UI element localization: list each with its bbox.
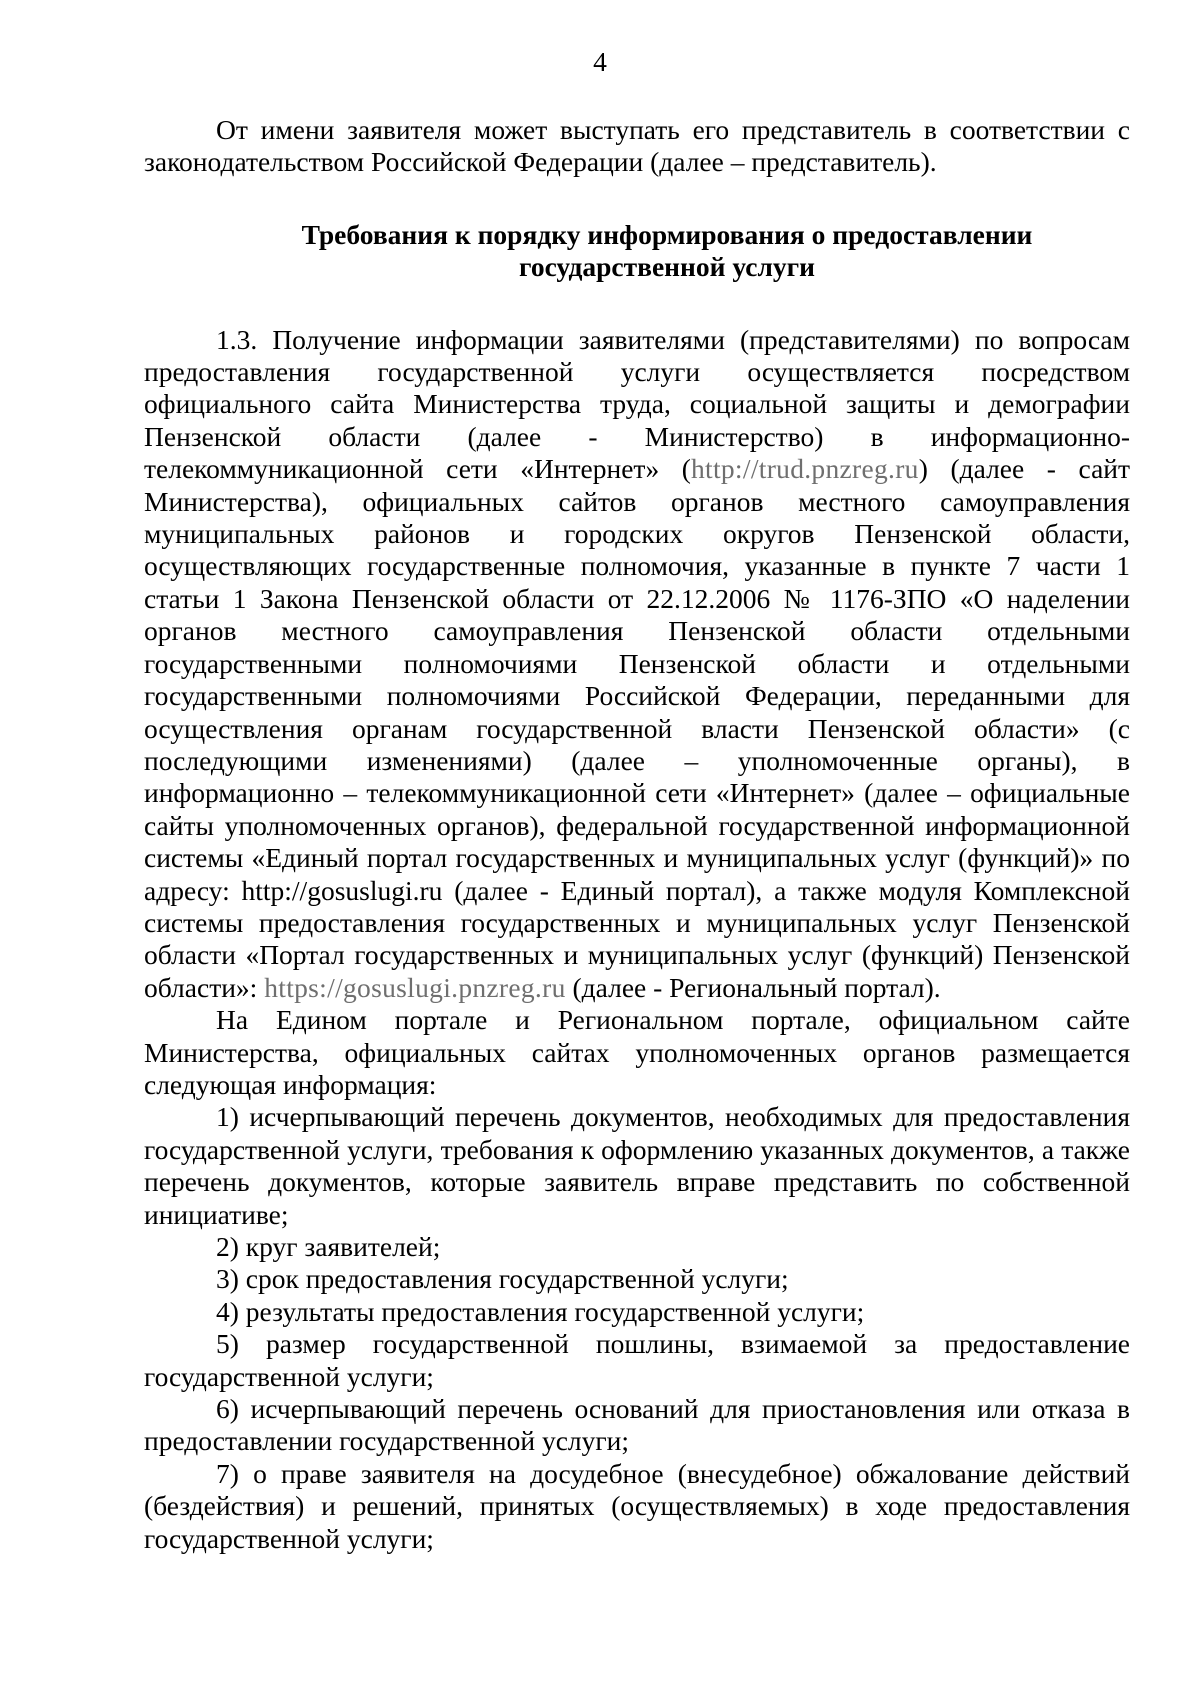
list-item: 5) размер государственной пошлины, взимаемой за предоставление государственной услуги;	[144, 1328, 1130, 1392]
intro-paragraph: От имени заявителя может выступать его представитель в соответствии с законодательством Российской Федерации (далее – представитель).	[144, 114, 1130, 178]
paragraph-1-3-part-2: ) (далее - сайт Министерства), официальных сайтов органов местного самоуправления муниципальных районов и городских округов Пензенской области, осуществляющих государственные полномочия, указанные в пункте 7 части 1 статьи 1 Закона Пензенской области от 22.12.2006 № 1176-ЗПО «О наделении органов местного самоуправления Пензенской области отдельными государственными полномочиями Пензенской области и отдельными государственными полномочиями Российской Федерации, переданными для осуществления органам государственной власти Пензенской области» (с последующими изменениями) (далее – уполномоченные органы), в информационно – телекоммуникационной сети «Интернет» (далее – официальные сайты уполномоченных органов), федеральной государственной информационной системы «Единый портал государственных и муниципальных услуг (функций)» по адресу: http://gosuslugi.ru (далее - Единый портал), а также модуля Комплексной системы предоставления государственных и муниципальных услуг Пензенской области «Портал государственных и муниципальных услуг (функций) Пензенской области»:	[144, 453, 1131, 1003]
section-heading-line-2: государственной услуги	[519, 251, 815, 283]
document-body	[144, 114, 1130, 1555]
paragraph-1-3-part-3: (далее - Региональный портал).	[565, 971, 941, 1003]
list-item: 2) круг заявителей;	[216, 1231, 441, 1262]
section-heading	[144, 219, 1130, 284]
paragraph-1-3	[144, 324, 1130, 1005]
list-item: 6) исчерпывающий перечень оснований для приостановления или отказа в предоставлении государственной услуги;	[144, 1393, 1130, 1457]
regional-portal-link: https://gosuslugi.pnzreg.ru	[264, 971, 566, 1003]
list-item: 7) о праве заявителя на досудебное (внесудебное) обжалование действий (бездействия) и решений, принятых (осуществляемых) в ходе предоставления государственной услуги;	[144, 1457, 1130, 1554]
info-intro-paragraph: На Едином портале и Региональном портале, официальном сайте Министерства, официальных сайтах уполномоченных органов размещается следующая информация:	[144, 1004, 1130, 1100]
list-item: 3) срок предоставления государственной услуги;	[216, 1263, 789, 1295]
ministry-site-link: http://trud.pnzreg.ru	[690, 453, 919, 485]
page-number: 4	[593, 46, 607, 77]
list-item: 1) исчерпывающий перечень документов, необходимых для предоставления государственной услуги, требования к оформлению указанных документов, а также перечень документов, которые заявитель вправе представить по собственной инициативе;	[144, 1101, 1130, 1230]
section-heading-line-1: Требования к порядку информирования о предоставлении	[301, 218, 1033, 250]
paragraph-1-3-part-1: 1.3. Получение информации заявителями (представителями) по вопросам предоставления государственной услуги осуществляется посредством официального сайта Министерства труда, социальной защиты и демографии Пензенской области (далее - Министерство) в информационно-телекоммуникационной сети «Интернет» (	[144, 323, 1130, 485]
list-item: 4) результаты предоставления государственной услуги;	[216, 1295, 865, 1327]
